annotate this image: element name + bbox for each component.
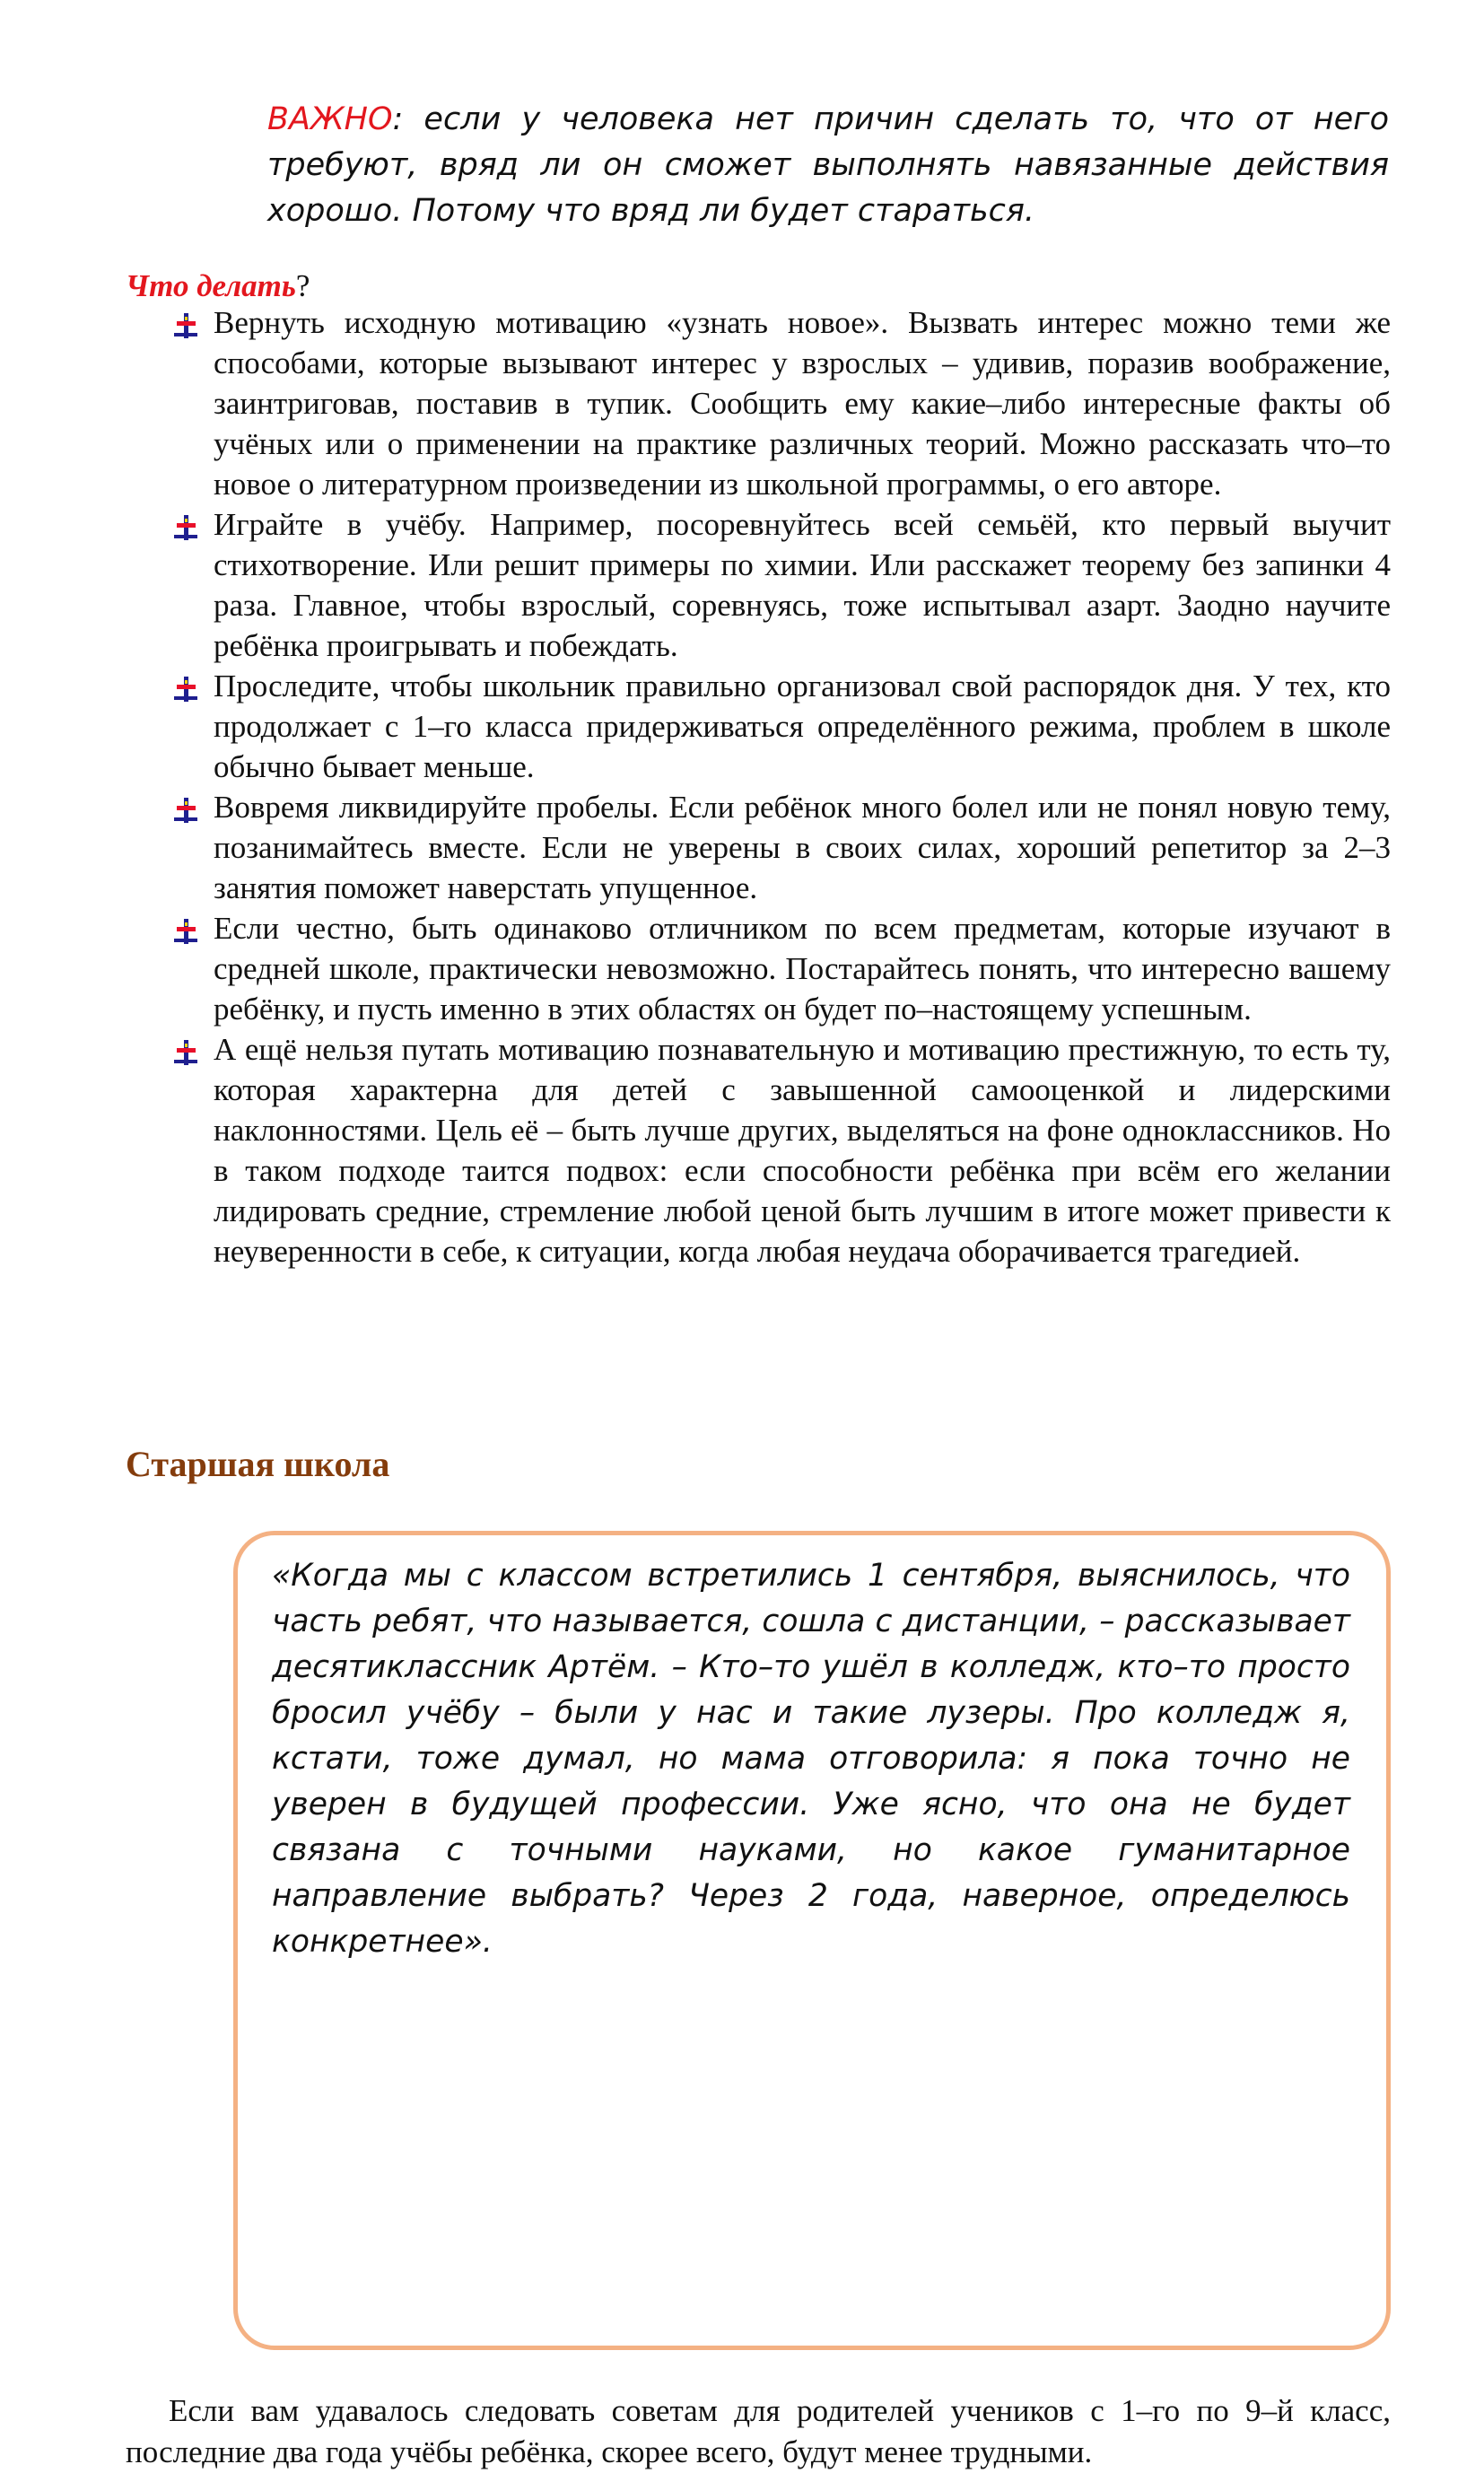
list-item [167, 908, 1391, 1029]
tip-text: Проследите, чтобы школьник правильно организовал свой распорядок дня. У тех, кто продолжает с 1–го класса придерживаться определённого режима, проблем в школе обычно бывает меньше. [214, 668, 1391, 784]
quote-text: «Когда мы с классом встретились 1 сентября, выяснилось, что часть ребят, что называется, сошла с дистанции, – рассказывает десятиклассник Артём. – Кто–то ушёл в колледж, кто–то просто бросил учёбу – были у нас и такие лузеры. Про колледж я, кстати, тоже думал, но мама отговорила: я пока точно не уверен в будущей профессии. Уже ясно, что она не будет связана с точными науками, но какое гуманитарное направление выбрать? Через 2 года, наверное, определюсь конкретнее». [272, 1558, 1350, 1960]
list-item [167, 787, 1391, 908]
tip-text: Если честно, быть одинаково отличником по всем предметам, которые изучают в средней школе, практически невозможно. Постарайтесь понять, что интересно вашему ребёнку, и пусть именно в этих областях он будет по–настоящему успешным. [214, 911, 1391, 1027]
closing-paragraph: Если вам удавалось следовать советам для родителей учеников с 1–го по 9–й класс, последние два года учёбы ребёнка, скорее всего, будут менее трудными. [126, 2393, 1391, 2469]
quote-box [233, 1531, 1391, 2350]
cross-bullet-icon [172, 1038, 201, 1067]
cross-bullet-icon [172, 917, 201, 946]
important-keyword: ВАЖНО [267, 101, 393, 137]
important-text: : если у человека нет причин сделать то, что от него требуют, вряд ли он сможет выполнять навязанные действия хорошо. Потому что вряд ли будет стараться. [267, 101, 1389, 229]
tip-text: Играйте в учёбу. Например, посоревнуйтесь всей семьёй, кто первый выучит стихотворение. Или решит примеры по химии. Или расскажет теорему без запинки 4 раза. Главное, чтобы взрослый, соревнуясь, тоже испытывал азарт. Заодно научите ребёнка проигрывать и побеждать. [214, 507, 1391, 663]
tip-text: А ещё нельзя путать мотивацию познавательную и мотивацию престижную, то есть ту, которая характерна для детей с завышенной самооценкой и лидерскими наклонностями. Цель её – быть лучше других, выделяться на фоне одноклассников. Но в таком подходе таится подвох: если способности ребёнка при всём его желании лидировать средние, стремление любой ценой быть лучшим в итоге может привести к неуверенности в себе, к ситуации, когда любая неудача оборачивается трагедией. [214, 1032, 1391, 1269]
cross-bullet-icon [172, 513, 201, 542]
important-note [267, 97, 1389, 234]
list-item [167, 666, 1391, 787]
list-item [167, 504, 1391, 666]
cross-bullet-icon [172, 796, 201, 825]
tip-text: Вернуть исходную мотивацию «узнать новое». Вызвать интерес можно теми же способами, которые вызывают интерес у взрослых – удивив, поразив воображение, заинтриговав, поставив в тупик. Сообщить ему какие–либо интересные факты об учёных или о применении на практике различных теорий. Можно рассказать что–то новое о литературном произведении из школьной программы, о его авторе. [214, 305, 1391, 502]
what-to-do-heading [126, 267, 310, 305]
list-item [167, 302, 1391, 504]
what-to-do-mark: ? [295, 268, 310, 303]
what-to-do-label: Что делать [126, 268, 296, 303]
cross-bullet-icon [172, 311, 201, 340]
tip-text: Вовремя ликвидируйте пробелы. Если ребёнок много болел или не понял новую тему, позанимайтесь вместе. Если не уверены в своих силах, хороший репетитор за 2–3 занятия поможет наверстать упущенное. [214, 790, 1391, 905]
section-title: Старшая школа [126, 1444, 390, 1484]
list-item [167, 1029, 1391, 1271]
cross-bullet-icon [172, 675, 201, 703]
tips-list [167, 302, 1391, 1271]
